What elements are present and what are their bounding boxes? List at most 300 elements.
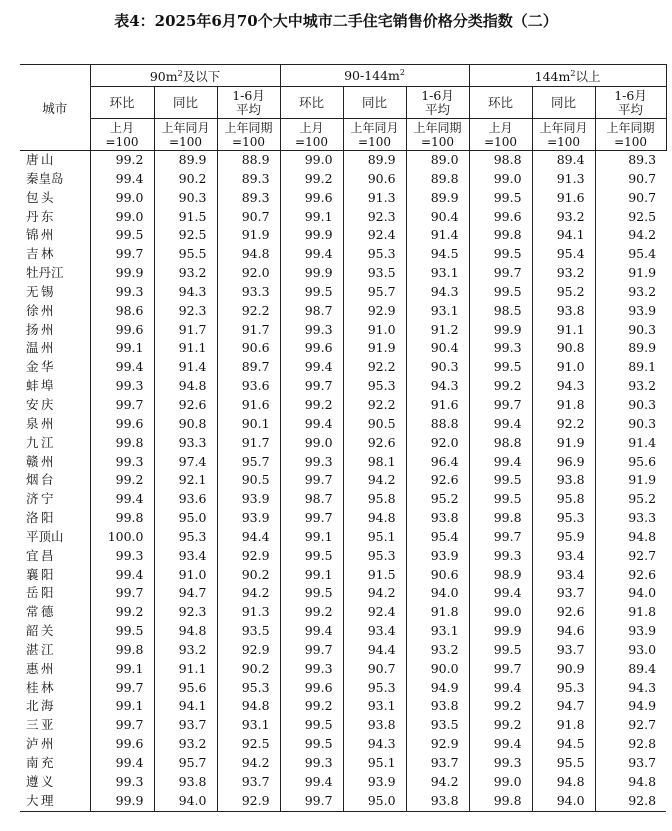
index-value: 99.2 [280, 603, 343, 622]
index-value: 99.0 [469, 773, 532, 792]
index-value: 99.5 [280, 735, 343, 754]
city-name: 赣州 [26, 453, 54, 469]
subcol-header: 同比 [532, 87, 595, 119]
index-value: 92.2 [217, 302, 280, 321]
index-value: 99.5 [469, 245, 532, 264]
index-value: 94.8 [154, 622, 217, 641]
index-value: 95.3 [343, 547, 406, 566]
base-header: 上月 =100 [469, 119, 532, 151]
index-value: 94.2 [217, 584, 280, 603]
table-row [20, 245, 666, 264]
index-value: 91.3 [532, 170, 595, 189]
index-value: 99.1 [90, 697, 154, 716]
index-value: 92.6 [532, 603, 595, 622]
index-value: 93.7 [595, 754, 666, 773]
index-value: 99.2 [90, 603, 154, 622]
index-value: 91.8 [532, 396, 595, 415]
city-column-header: 城市 [20, 65, 90, 151]
index-value: 92.2 [532, 415, 595, 434]
index-value: 92.6 [406, 471, 469, 490]
index-value: 99.7 [469, 660, 532, 679]
index-value: 95.6 [595, 453, 666, 472]
index-value: 94.3 [406, 283, 469, 302]
index-value: 99.5 [90, 622, 154, 641]
index-value: 92.4 [343, 226, 406, 245]
index-value: 99.0 [469, 170, 532, 189]
table-row [20, 641, 666, 660]
index-value: 99.9 [90, 792, 154, 811]
subcol-header: 1-6月 平均 [595, 87, 666, 119]
index-value: 90.2 [154, 170, 217, 189]
base-header: 上年同期 =100 [406, 119, 469, 151]
city-name: 三亚 [26, 717, 54, 733]
table-row [20, 754, 666, 773]
table-row [20, 189, 666, 208]
index-value: 90.5 [343, 415, 406, 434]
index-value: 90.2 [217, 566, 280, 585]
city-name: 秦皇岛 [26, 170, 64, 186]
index-value: 95.6 [154, 679, 217, 698]
index-value: 98.8 [469, 434, 532, 453]
index-value: 99.8 [469, 226, 532, 245]
index-value: 93.9 [217, 509, 280, 528]
city-name: 包头 [26, 189, 54, 205]
index-value: 94.6 [532, 622, 595, 641]
index-value: 99.6 [90, 321, 154, 340]
city-name: 宜昌 [26, 547, 54, 563]
index-value: 99.3 [280, 754, 343, 773]
table-row [20, 396, 666, 415]
index-value: 89.3 [217, 189, 280, 208]
index-value: 95.0 [343, 792, 406, 811]
index-value: 95.3 [154, 528, 217, 547]
index-value: 91.9 [532, 434, 595, 453]
index-value: 93.1 [406, 622, 469, 641]
index-value: 88.8 [406, 415, 469, 434]
index-value: 92.5 [217, 735, 280, 754]
city-name: 遵义 [26, 773, 54, 789]
base-header: 上月 =100 [90, 119, 154, 151]
index-value: 91.6 [217, 396, 280, 415]
index-value: 99.5 [469, 189, 532, 208]
index-value: 91.0 [343, 321, 406, 340]
index-value: 92.9 [343, 302, 406, 321]
index-value: 93.8 [154, 773, 217, 792]
index-value: 99.2 [469, 377, 532, 396]
table-row [20, 509, 666, 528]
index-value: 98.9 [469, 566, 532, 585]
index-value: 90.8 [154, 415, 217, 434]
index-value: 95.5 [154, 245, 217, 264]
index-value: 90.6 [217, 339, 280, 358]
index-value: 90.3 [154, 189, 217, 208]
subcol-header: 同比 [154, 87, 217, 119]
index-value: 99.6 [280, 679, 343, 698]
index-value: 99.9 [469, 622, 532, 641]
index-value: 90.2 [217, 660, 280, 679]
index-value: 94.8 [595, 528, 666, 547]
base-header: 上年同期 =100 [595, 119, 666, 151]
index-value: 92.1 [154, 471, 217, 490]
index-value: 94.3 [406, 377, 469, 396]
index-value: 91.1 [532, 321, 595, 340]
index-value: 99.4 [280, 622, 343, 641]
index-value: 94.4 [217, 528, 280, 547]
index-value: 99.4 [90, 754, 154, 773]
index-value: 89.0 [406, 151, 469, 170]
table-title: 表4：2025年6月70个大中城市二手住宅销售价格分类指数（二） [114, 12, 558, 30]
table-row [20, 434, 666, 453]
index-value: 99.7 [280, 509, 343, 528]
index-value: 95.3 [343, 679, 406, 698]
index-value: 90.4 [406, 339, 469, 358]
index-value: 94.0 [595, 584, 666, 603]
price-index-table [20, 64, 667, 812]
index-value: 91.9 [595, 264, 666, 283]
index-value: 95.7 [217, 453, 280, 472]
table-row [20, 660, 666, 679]
index-value: 91.3 [343, 189, 406, 208]
index-value: 89.3 [217, 170, 280, 189]
index-value: 99.0 [90, 189, 154, 208]
index-value: 99.7 [280, 377, 343, 396]
index-value: 99.3 [90, 283, 154, 302]
index-value: 89.8 [406, 170, 469, 189]
index-value: 99.0 [280, 434, 343, 453]
index-value: 95.5 [532, 754, 595, 773]
index-value: 90.7 [595, 189, 666, 208]
index-value: 92.5 [595, 208, 666, 227]
index-value: 92.6 [343, 434, 406, 453]
index-value: 99.5 [469, 641, 532, 660]
index-value: 90.5 [217, 471, 280, 490]
index-value: 93.9 [217, 490, 280, 509]
index-value: 93.5 [343, 264, 406, 283]
index-value: 93.9 [595, 622, 666, 641]
index-value: 99.4 [90, 566, 154, 585]
index-value: 99.5 [469, 283, 532, 302]
city-name: 湛江 [26, 641, 54, 657]
index-value: 94.9 [595, 697, 666, 716]
index-value: 99.3 [90, 547, 154, 566]
index-value: 93.2 [595, 283, 666, 302]
index-value: 99.8 [90, 434, 154, 453]
city-name: 襄阳 [26, 566, 54, 582]
table-row [20, 321, 666, 340]
index-value: 93.3 [154, 434, 217, 453]
index-value: 94.0 [154, 792, 217, 811]
index-value: 99.2 [280, 697, 343, 716]
city-name: 烟台 [26, 472, 54, 488]
index-value: 90.7 [595, 170, 666, 189]
index-value: 99.7 [90, 245, 154, 264]
index-value: 95.3 [217, 679, 280, 698]
index-value: 93.2 [154, 641, 217, 660]
index-value: 93.2 [532, 208, 595, 227]
table-row [20, 283, 666, 302]
index-value: 92.7 [595, 547, 666, 566]
index-value: 95.2 [532, 283, 595, 302]
index-value: 95.8 [343, 490, 406, 509]
index-value: 94.3 [595, 679, 666, 698]
index-value: 90.3 [595, 415, 666, 434]
index-value: 99.3 [280, 453, 343, 472]
index-value: 99.8 [469, 509, 532, 528]
index-value: 94.2 [217, 754, 280, 773]
table-row [20, 735, 666, 754]
index-value: 99.1 [280, 566, 343, 585]
index-value: 91.8 [406, 603, 469, 622]
index-value: 90.9 [532, 660, 595, 679]
index-value: 93.1 [406, 302, 469, 321]
index-value: 93.2 [406, 641, 469, 660]
index-value: 90.0 [406, 660, 469, 679]
city-name: 唐山 [26, 152, 54, 167]
index-value: 99.8 [469, 792, 532, 811]
index-value: 94.0 [406, 584, 469, 603]
index-value: 91.8 [595, 603, 666, 622]
index-value: 94.2 [406, 773, 469, 792]
index-value: 99.7 [469, 396, 532, 415]
index-value: 91.6 [532, 189, 595, 208]
city-name: 北海 [26, 698, 54, 714]
index-value: 99.7 [280, 792, 343, 811]
index-value: 93.5 [406, 716, 469, 735]
index-value: 99.7 [469, 528, 532, 547]
index-value: 92.8 [595, 792, 666, 811]
index-value: 99.4 [280, 358, 343, 377]
city-name: 安庆 [26, 396, 54, 412]
index-value: 91.0 [154, 566, 217, 585]
index-value: 99.5 [90, 226, 154, 245]
index-value: 95.1 [343, 528, 406, 547]
index-value: 99.6 [280, 339, 343, 358]
subcol-header: 环比 [90, 87, 154, 119]
index-value: 94.1 [154, 697, 217, 716]
index-value: 99.3 [280, 321, 343, 340]
index-value: 93.6 [217, 377, 280, 396]
index-value: 98.7 [280, 490, 343, 509]
index-value: 89.1 [595, 358, 666, 377]
index-value: 93.3 [217, 283, 280, 302]
city-name: 惠州 [26, 660, 54, 676]
index-value: 89.9 [406, 189, 469, 208]
index-value: 99.0 [469, 603, 532, 622]
index-value: 99.1 [90, 660, 154, 679]
city-name: 岳阳 [26, 585, 54, 601]
index-value: 89.9 [343, 151, 406, 170]
index-value: 91.1 [154, 339, 217, 358]
index-value: 92.9 [217, 547, 280, 566]
index-value: 99.5 [469, 358, 532, 377]
index-value: 95.4 [595, 245, 666, 264]
index-value: 99.5 [469, 490, 532, 509]
index-value: 99.7 [90, 716, 154, 735]
index-value: 99.6 [90, 735, 154, 754]
index-value: 99.4 [469, 735, 532, 754]
index-value: 99.7 [90, 679, 154, 698]
index-value: 94.4 [343, 641, 406, 660]
index-value: 95.7 [343, 283, 406, 302]
index-value: 90.1 [217, 415, 280, 434]
city-name: 蚌埠 [26, 378, 54, 394]
index-value: 95.0 [154, 509, 217, 528]
index-value: 99.9 [280, 264, 343, 283]
index-value: 99.2 [280, 396, 343, 415]
index-value: 98.6 [90, 302, 154, 321]
table-row [20, 264, 666, 283]
city-name: 桂林 [26, 679, 54, 695]
index-value: 99.1 [280, 528, 343, 547]
index-value: 94.3 [343, 735, 406, 754]
base-header: 上年同期 =100 [217, 119, 280, 151]
base-header: 上年同月 =100 [154, 119, 217, 151]
index-value: 94.8 [217, 245, 280, 264]
city-name: 泉州 [26, 415, 54, 431]
table-row [20, 547, 666, 566]
index-value: 93.4 [154, 547, 217, 566]
subcol-header: 环比 [280, 87, 343, 119]
table-body [20, 151, 666, 812]
index-value: 94.5 [532, 735, 595, 754]
index-value: 91.9 [343, 339, 406, 358]
table-row [20, 679, 666, 698]
group-header-large: $144m^2$以上 [469, 65, 666, 87]
index-value: 99.5 [280, 283, 343, 302]
index-value: 93.9 [595, 302, 666, 321]
index-value: 96.9 [532, 453, 595, 472]
index-value: 99.7 [280, 471, 343, 490]
table-row [20, 697, 666, 716]
index-value: 90.6 [343, 170, 406, 189]
index-value: 99.1 [280, 208, 343, 227]
index-value: 92.4 [343, 603, 406, 622]
table-row [20, 622, 666, 641]
index-value: 99.9 [469, 321, 532, 340]
index-value: 94.5 [406, 245, 469, 264]
index-value: 91.2 [406, 321, 469, 340]
index-value: 100.0 [90, 528, 154, 547]
index-value: 99.3 [90, 773, 154, 792]
subcol-header: 1-6月 平均 [406, 87, 469, 119]
subcolumn-header-row [20, 87, 666, 119]
index-value: 90.3 [595, 321, 666, 340]
index-value: 94.2 [343, 471, 406, 490]
table-row [20, 170, 666, 189]
index-value: 89.9 [595, 339, 666, 358]
index-value: 88.9 [217, 151, 280, 170]
table-row [20, 208, 666, 227]
index-value: 90.7 [343, 660, 406, 679]
index-value: 91.7 [154, 321, 217, 340]
city-name: 泸州 [26, 736, 54, 752]
table-row [20, 584, 666, 603]
index-value: 93.6 [154, 490, 217, 509]
index-value: 90.3 [595, 396, 666, 415]
city-name: 锦州 [26, 227, 54, 243]
table-row [20, 603, 666, 622]
index-value: 94.8 [217, 697, 280, 716]
base-header: 上年同月 =100 [532, 119, 595, 151]
index-value: 99.2 [90, 151, 154, 170]
city-name: 温州 [26, 340, 54, 356]
table-row [20, 453, 666, 472]
index-value: 91.0 [532, 358, 595, 377]
index-value: 93.1 [217, 716, 280, 735]
index-value: 93.8 [532, 302, 595, 321]
index-value: 93.8 [406, 509, 469, 528]
index-value: 95.3 [343, 377, 406, 396]
index-value: 99.8 [90, 641, 154, 660]
table-row [20, 528, 666, 547]
city-name: 南充 [26, 755, 54, 770]
index-value: 99.0 [90, 208, 154, 227]
index-value: 92.2 [343, 396, 406, 415]
index-value: 99.6 [469, 208, 532, 227]
index-value: 89.3 [595, 151, 666, 170]
index-value: 95.3 [532, 509, 595, 528]
index-value: 99.6 [280, 189, 343, 208]
index-value: 91.8 [532, 716, 595, 735]
index-value: 99.4 [90, 358, 154, 377]
city-name: 大理 [20, 792, 90, 811]
index-value: 99.2 [469, 716, 532, 735]
index-value: 92.0 [217, 264, 280, 283]
index-value: 99.9 [90, 264, 154, 283]
index-value: 90.6 [406, 566, 469, 585]
index-value: 90.7 [217, 208, 280, 227]
index-value: 99.3 [280, 660, 343, 679]
index-value: 95.7 [154, 754, 217, 773]
index-value: 99.3 [469, 754, 532, 773]
index-value: 94.8 [532, 773, 595, 792]
index-value: 90.4 [406, 208, 469, 227]
index-value: 94.3 [532, 377, 595, 396]
index-value: 94.0 [532, 792, 595, 811]
index-value: 93.1 [406, 264, 469, 283]
index-value: 93.8 [406, 792, 469, 811]
index-value: 92.9 [217, 792, 280, 811]
table-row [20, 792, 666, 811]
index-value: 94.8 [343, 509, 406, 528]
city-name: 无锡 [26, 283, 54, 299]
base-header-row [20, 119, 666, 151]
index-value: 99.7 [280, 641, 343, 660]
index-value: 99.4 [469, 415, 532, 434]
index-value: 95.2 [406, 490, 469, 509]
index-value: 92.8 [595, 735, 666, 754]
table-row [20, 377, 666, 396]
index-value: 95.3 [343, 245, 406, 264]
index-value: 93.5 [217, 622, 280, 641]
index-value: 93.9 [343, 773, 406, 792]
index-value: 93.0 [595, 641, 666, 660]
index-value: 99.2 [280, 170, 343, 189]
index-value: 98.7 [280, 302, 343, 321]
index-value: 93.4 [532, 547, 595, 566]
city-name: 扬州 [26, 321, 54, 337]
index-value: 91.7 [217, 321, 280, 340]
index-value: 93.2 [532, 264, 595, 283]
index-value: 99.4 [90, 490, 154, 509]
index-value: 92.2 [343, 358, 406, 377]
index-value: 98.1 [343, 453, 406, 472]
index-value: 93.9 [406, 547, 469, 566]
index-value: 95.9 [532, 528, 595, 547]
index-value: 95.4 [406, 528, 469, 547]
group-header-small: $90m^2$及以下 [90, 65, 280, 87]
index-value: 99.3 [469, 339, 532, 358]
